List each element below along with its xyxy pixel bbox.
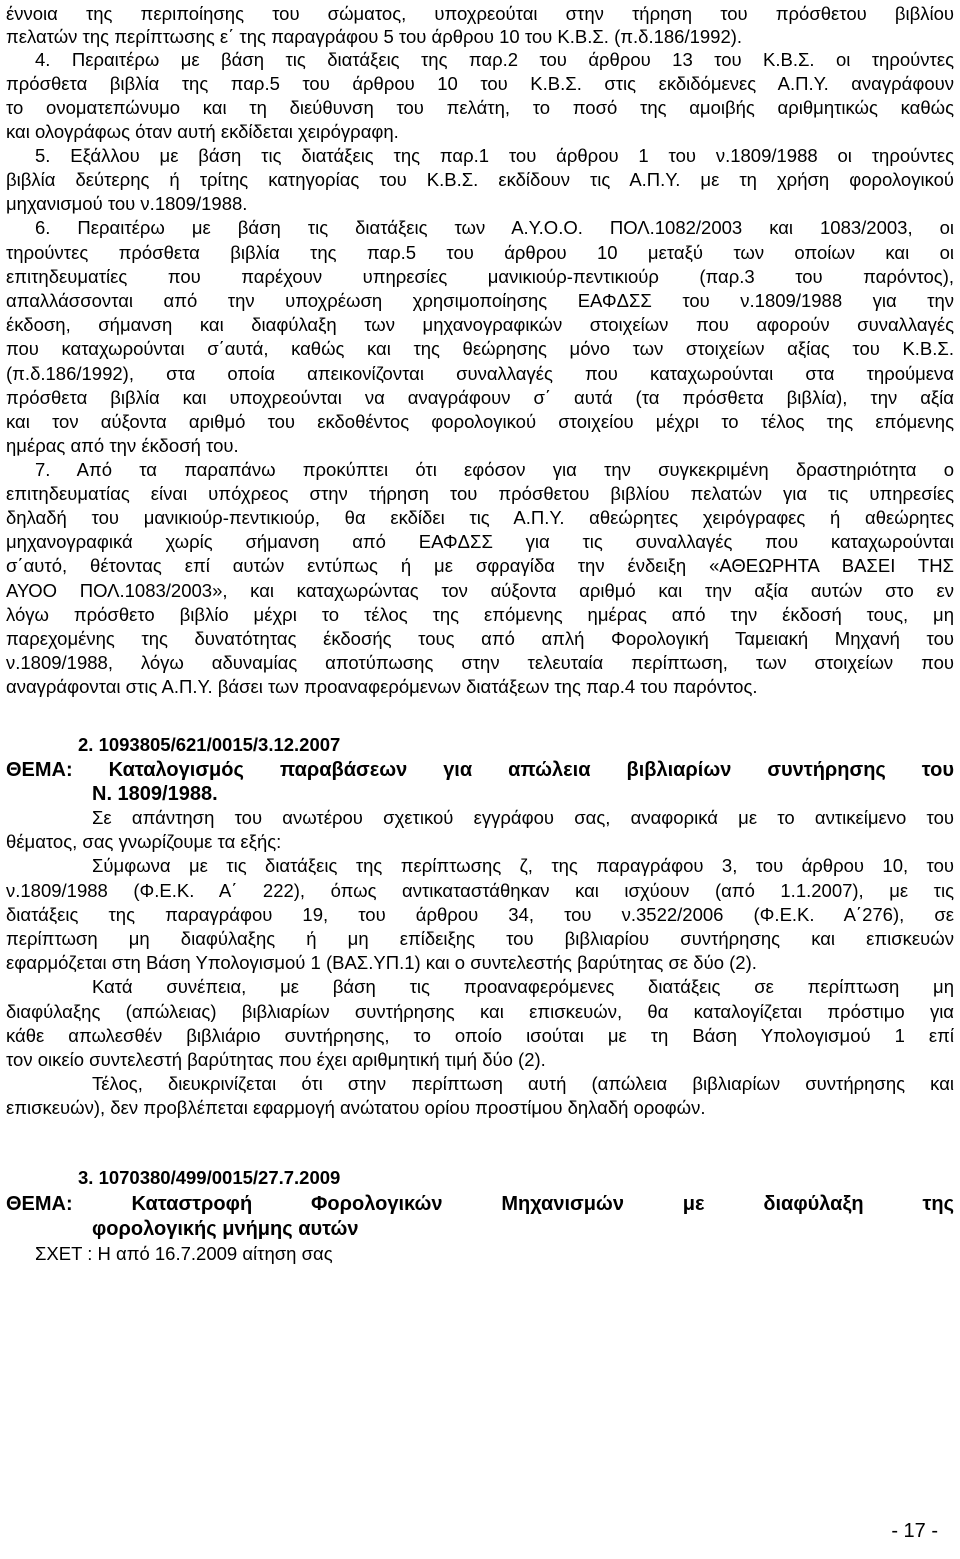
body-line: διατάξεις της παραγράφου 19, του άρθρου 34, του ν.3522/2006 (Φ.Ε.Κ. Α΄276), σε [6, 904, 954, 925]
body-line: παρεχομένης της δυνατότητας έκδοσής τους από απλή Φορολογική Ταμειακή Μηχανή του [6, 628, 954, 649]
body-line: επιτηδευματίες που παρέχουν υπηρεσίες μανικιούρ-πεντικιούρ (παρ.3 του παρόντος), [6, 266, 954, 287]
body-line: εφαρμόζεται στη Βάση Υπολογισμού 1 (ΒΑΣ.ΥΠ.1) και ο συντελεστής βαρύτητας σε δύο (2). [6, 952, 757, 973]
body-line: σ΄αυτό, θέτοντας επί αυτών εντύπως ή με σφραγίδα την ένδειξη «ΑΘΕΩΡΗΤΑ ΒΑΣΕΙ ΤΗΣ [6, 555, 954, 576]
section-2-subject-cont: Ν. 1809/1988. [92, 783, 218, 805]
body-line: το ονοματεπώνυμο και τη διεύθυνση του πελάτη, το ποσό της αμοιβής αριθμητικώς καθώς [6, 97, 954, 118]
body-line: Τέλος, διευκρινίζεται ότι στην περίπτωση αυτή (απώλεια βιβλιαρίων συντήρησης και [92, 1073, 954, 1094]
body-line: αναγράφονται στις Α.Π.Υ. βάσει των προαναφερόμενων διατάξεων της παρ.4 του παρόντος. [6, 676, 758, 697]
body-line: 5. Εξάλλου με βάση τις διατάξεις της παρ.1 του άρθρου 1 του ν.1809/1988 οι τηρούντες [35, 145, 954, 166]
body-line: 7. Από τα παραπάνω προκύπτει ότι εφόσον για την συγκεκριμένη δραστηριότητα ο [35, 459, 954, 480]
body-line: μηχανογραφικά χωρίς σήμανση από ΕΑΦΔΣΣ για τις συναλλαγές που καταχωρούνται [6, 531, 954, 552]
body-line: Κατά συνέπεια, με βάση τις προαναφερόμενες διατάξεις σε περίπτωση μη [92, 976, 954, 997]
body-line: πρόσθετα βιβλία της παρ.5 του άρθρου 10 του Κ.Β.Σ. στις εκδιδόμενες Α.Π.Υ. αναγράφουν [6, 73, 954, 94]
section-3-subject-cont: φορολογικής μνήμης αυτών [92, 1218, 359, 1240]
body-line: τον οικείο συντελεστή βαρύτητας που έχει αριθμητική τιμή δύο (2). [6, 1049, 546, 1070]
body-line: τηρούντες πρόσθετα βιβλία της παρ.5 του άρθρου 10 μεταξύ των οποίων και οι [6, 242, 954, 263]
body-line: θέματος, σας γνωρίζουμε τα εξής: [6, 831, 282, 852]
body-line: που καταχωρούνται σ΄αυτά, καθώς και της θεώρησης μόνο των στοιχείων αξίας του Κ.Β.Σ. [6, 338, 954, 359]
body-line: περίπτωση μη διαφύλαξης ή μη επίδειξης του βιβλιαρίου συντήρησης και επισκευών [6, 928, 954, 949]
body-line: επιτηδευματίας είναι υπόχρεος στην τήρηση του πρόσθετου βιβλίου πελατών για τις υπηρεσίες [6, 483, 954, 504]
body-line: διαφύλαξης (απώλειας) βιβλιαρίων συντήρησης και επισκευών, θα καταλογίζεται πρόστιμο για [6, 1001, 954, 1022]
body-line: δηλαδή του μανικιούρ-πεντικιούρ, θα εκδίδει τις Α.Π.Υ. αθεώρητες χειρόγραφες ή αθεώρητες [6, 507, 954, 528]
body-line: 4. Περαιτέρω με βάση τις διατάξεις της παρ.2 του άρθρου 13 του Κ.Β.Σ. οι τηρούντες [35, 49, 954, 70]
body-line: λόγω πρόσθετο βιβλίο μέχρι το τέλος της επόμενης ημέρας από την έκδοσή τους, μη [6, 604, 954, 625]
body-line: Σύμφωνα με τις διατάξεις της περίπτωσης ζ, της παραγράφου 3, του άρθρου 10, του [92, 855, 954, 876]
section-2-subject: ΘΕΜΑ: Καταλογισμός παραβάσεων για απώλεια βιβλιαρίων συντήρησης του [6, 759, 954, 781]
body-line: 6. Περαιτέρω με βάση τις διατάξεις των Α.Υ.Ο.Ο. ΠΟΛ.1082/2003 και 1083/2003, οι [35, 217, 954, 238]
body-line: ημέρας από την έκδοσή του. [6, 435, 239, 456]
body-line: και τον αύξοντα αριθμό του εκδοθέντος φορολογικού στοιχείου μέχρι το τέλος της επόμενης [6, 411, 954, 432]
body-line: ΑΥΟΟ ΠΟΛ.1083/2003», και καταχωρώντας τον αύξοντα αριθμό και την αξία αυτών στο εν [6, 580, 954, 601]
body-line: μηχανισμού του ν.1809/1988. [6, 193, 248, 214]
body-line: κάθε απωλεσθέν βιβλιάριο συντήρησης, το οποίο ισούται με τη Βάση Υπολογισμού 1 επί [6, 1025, 954, 1046]
body-line: ν.1809/1988, λόγω αδυναμίας αποτύπωσης στην τελευταία περίπτωση, των στοιχείων που [6, 652, 954, 673]
body-line: έννοια της περιποίησης του σώματος, υποχρεούται στην τήρηση του πρόσθετου βιβλίου [6, 3, 954, 24]
section-2-reference: 2. 1093805/621/0015/3.12.2007 [78, 734, 341, 755]
body-line: επισκευών), δεν προβλέπεται εφαρμογή ανώτατου ορίου προστίμου δηλαδή οροφών. [6, 1097, 706, 1118]
body-line: βιβλία δεύτερης ή τρίτης κατηγορίας του Κ.Β.Σ. εκδίδουν τις Α.Π.Υ. με τη χρήση φορολογικού [6, 169, 954, 190]
body-line: ν.1809/1988 (Φ.Ε.Κ. Α΄ 222), όπως αντικαταστάθηκαν και ισχύουν (από 1.1.2007), με τις [6, 880, 954, 901]
body-line: (π.δ.186/1992), στα οποία απεικονίζονται συναλλαγές που καταχωρούνται στα τηρούμενα [6, 363, 954, 384]
body-line: πελατών της περίπτωσης ε΄ της παραγράφου 5 του άρθρου 10 του Κ.Β.Σ. (π.δ.186/1992). [6, 26, 743, 47]
page-number: - 17 - [891, 1520, 938, 1542]
body-line: έκδοση, σήμανση και διαφύλαξη των μηχανογραφικών στοιχείων που αφορούν συναλλαγές [6, 314, 954, 335]
body-line: πρόσθετα βιβλία και υποχρεούνται να αναγράφουν σ΄ αυτά (τα πρόσθετα βιβλία), την αξία [6, 387, 954, 408]
section-3-subject: ΘΕΜΑ: Καταστροφή Φορολογικών Μηχανισμών με διαφύλαξη της [6, 1193, 954, 1215]
body-line: Σε απάντηση του ανωτέρου σχετικού εγγράφου σας, αναφορικά με το αντικείμενο του [92, 807, 954, 828]
body-line: και ολογράφως όταν αυτή εκδίδεται χειρόγραφη. [6, 121, 399, 142]
section-3-reference: 3. 1070380/499/0015/27.7.2009 [78, 1167, 341, 1188]
reference-line: ΣΧΕΤ : Η από 16.7.2009 αίτηση σας [35, 1243, 333, 1264]
body-line: απαλλάσσονται από την υποχρέωση χρησιμοποίησης ΕΑΦΔΣΣ του ν.1809/1988 για την [6, 290, 954, 311]
